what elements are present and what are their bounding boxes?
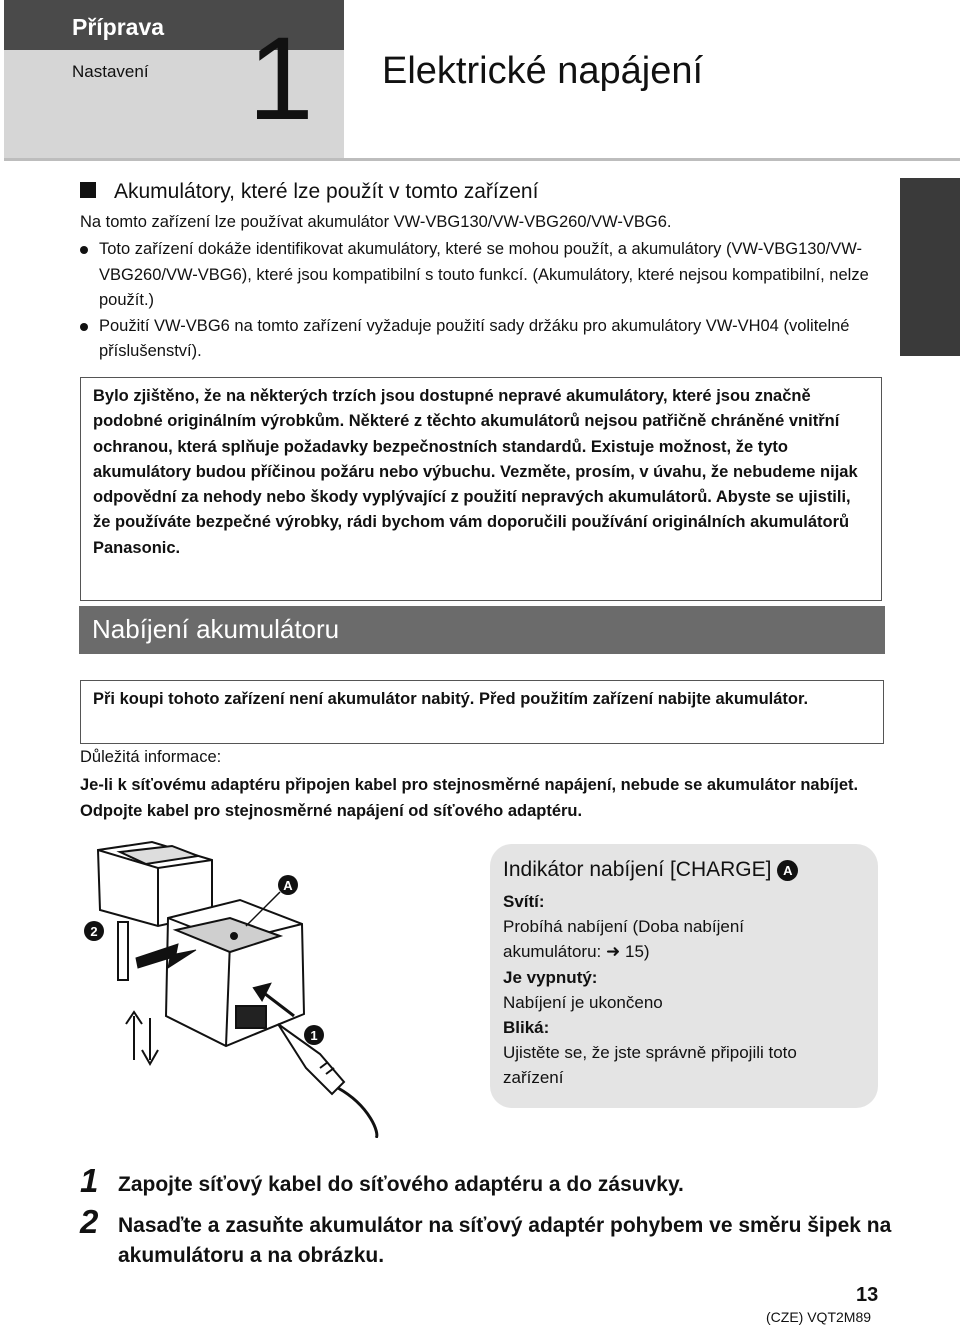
- indicator-details: [503, 889, 843, 1091]
- side-thumb-tab: [900, 178, 960, 356]
- state-blink-text: Ujistěte se, že jste správně připojili toto zařízení: [503, 1043, 797, 1088]
- state-on-text: Probíhá nabíjení (Doba nabíjení akumulátoru: ➜ 15): [503, 917, 745, 962]
- charging-notice-box: [80, 680, 884, 744]
- bullet-dot-icon: [80, 323, 88, 331]
- page-number: 13: [856, 1284, 879, 1306]
- page-ref-arrow-icon: ➜: [606, 942, 621, 962]
- batteries-bullet-list: [80, 237, 880, 365]
- warning-text: Bylo zjištěno, že na některých trzích jsou dostupné nepravé akumulátory, které jsou značně podobné originálním výrobkům. Některé z těchto akumulátorů nejsou patřičně chráněné vnitřní ochranou, která splňuje požadavky bezpečnostních standardů. Existuje možnost, že tyto akumulátory budou příčinou požáru nebo výbuchu. Vezměte, prosím, v úvahu, že nebudeme nijak odpovědní za nehody nebo škody vyplývající z použití nepravých akumulátorů. Abyste se ujistili, že používáte bezpečné výrobky, rádi bychom vám doporučili používání originálních akumulátorů Panasonic.: [93, 387, 858, 557]
- state-off-label: Je vypnutý:: [503, 967, 598, 987]
- counterfeit-warning-box: [80, 377, 882, 601]
- label-a-text: A: [283, 878, 293, 893]
- bullet-dot-icon: [80, 246, 88, 254]
- important-label: Důležitá informace:: [80, 748, 222, 766]
- state-blink-label: Bliká:: [503, 1018, 550, 1038]
- step-2: [80, 1203, 900, 1273]
- square-bullet-icon: [80, 182, 96, 198]
- batteries-heading: Akumulátory, které lze použít v tomto zařízení: [80, 180, 538, 204]
- charging-heading: Nabíjení akumulátoru: [92, 614, 340, 644]
- step-text: Nasaďte a zasuňte akumulátor na síťový adaptér pohybem ve směru šipek na akumulátoru a na obrázku.: [118, 1214, 892, 1267]
- charger-drawing: [166, 900, 304, 1046]
- charger-illustration: [80, 838, 480, 1138]
- label-1-text: 1: [310, 1028, 318, 1043]
- step-number: 2: [80, 1203, 99, 1240]
- step-1: [80, 1162, 900, 1202]
- slide-arrows-icon: [126, 1012, 158, 1064]
- label-2-text: 2: [90, 924, 98, 939]
- section-label: Příprava: [72, 14, 165, 40]
- step-text: Zapojte síťový kabel do síťového adaptéru a do zásuvky.: [118, 1173, 684, 1196]
- header-divider: [4, 158, 960, 161]
- document-code: (CZE) VQT2M89: [766, 1309, 872, 1325]
- list-item: Použití VW-VBG6 na tomto zařízení vyžaduje použití sady držáku pro akumulátory VW-VH04 (volitelné příslušenství).: [80, 314, 880, 365]
- state-on-label: Svítí:: [503, 892, 545, 911]
- subsection-label: Nastavení: [72, 62, 149, 81]
- indicator-title: Indikátor nabíjení [CHARGE] A: [503, 858, 798, 882]
- page-title: Elektrické napájení: [382, 50, 704, 92]
- chapter-number: 1: [248, 13, 314, 145]
- badge-a-icon: A: [777, 860, 798, 881]
- important-text: Je-li k síťovému adaptéru připojen kabel pro stejnosměrné napájení, nebude se akumulátor nabíjet. Odpojte kabel pro stejnosměrné napájení od síťového adaptéru.: [80, 776, 859, 820]
- state-off-text: Nabíjení je ukončeno: [503, 992, 663, 1012]
- step-number: 1: [80, 1162, 99, 1199]
- notice-text: Při koupi tohoto zařízení není akumulátor nabitý. Před použitím zařízení nabijte akumulátor.: [93, 690, 809, 708]
- list-item: Toto zařízení dokáže identifikovat akumulátory, které se mohou použít, a akumulátory (VW-VBG130/VW-VBG260/VW-VBG6), které jsou kompatibilní s touto funkcí. (Akumulátory, které nejsou kompatibilní, nelze použít.): [80, 237, 880, 314]
- batteries-intro: Na tomto zařízení lze používat akumulátor VW-VBG130/VW-VBG260/VW-VBG6.: [80, 213, 672, 231]
